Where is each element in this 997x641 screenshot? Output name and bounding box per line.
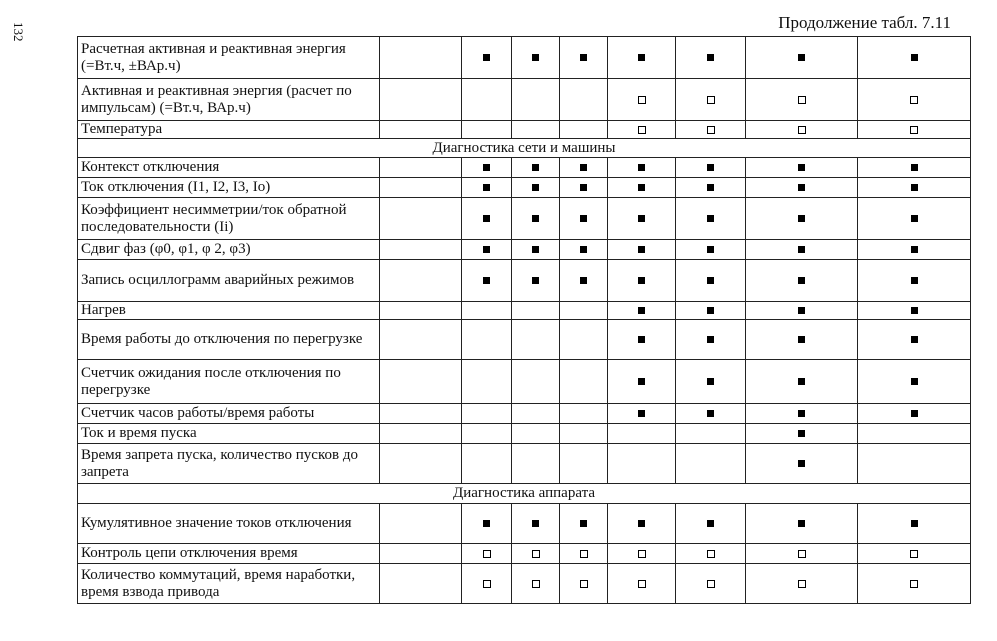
function-label: Контроль цепи отключения время — [78, 544, 380, 564]
availability-cell — [560, 37, 608, 79]
filled-square-icon — [911, 184, 918, 191]
availability-cell — [858, 121, 971, 139]
filled-square-icon — [638, 277, 645, 284]
availability-cell — [608, 240, 676, 260]
filled-square-icon — [911, 307, 918, 314]
filled-square-icon — [638, 54, 645, 61]
empty-square-icon — [532, 580, 540, 588]
availability-cell — [512, 444, 560, 484]
availability-cell — [380, 424, 462, 444]
empty-square-icon — [798, 550, 806, 558]
empty-square-icon — [910, 550, 918, 558]
availability-cell — [676, 424, 746, 444]
availability-cell — [512, 260, 560, 302]
filled-square-icon — [911, 54, 918, 61]
function-label: Коэффициент несимметрии/ток обратной последовательности (Ii) — [78, 198, 380, 240]
filled-square-icon — [911, 277, 918, 284]
availability-cell — [858, 360, 971, 404]
availability-cell — [746, 424, 858, 444]
availability-cell — [512, 360, 560, 404]
function-table — [77, 36, 971, 604]
table-row — [78, 444, 971, 484]
empty-square-icon — [638, 126, 646, 134]
empty-square-icon — [483, 580, 491, 588]
filled-square-icon — [483, 184, 490, 191]
availability-cell — [858, 564, 971, 604]
filled-square-icon — [532, 520, 539, 527]
availability-cell — [858, 544, 971, 564]
filled-square-icon — [532, 54, 539, 61]
availability-cell — [380, 121, 462, 139]
availability-cell — [746, 37, 858, 79]
availability-cell — [462, 302, 512, 320]
filled-square-icon — [580, 520, 587, 527]
availability-cell — [512, 564, 560, 604]
availability-cell — [608, 198, 676, 240]
section-title: Диагностика аппарата — [78, 484, 971, 504]
availability-cell — [462, 158, 512, 178]
availability-cell — [462, 404, 512, 424]
filled-square-icon — [798, 54, 805, 61]
filled-square-icon — [798, 184, 805, 191]
availability-cell — [512, 240, 560, 260]
empty-square-icon — [638, 96, 646, 104]
function-label: Запись осциллограмм аварийных режимов — [78, 260, 380, 302]
filled-square-icon — [707, 378, 714, 385]
availability-cell — [608, 404, 676, 424]
availability-cell — [676, 360, 746, 404]
availability-cell — [676, 37, 746, 79]
availability-cell — [676, 504, 746, 544]
availability-cell — [462, 444, 512, 484]
availability-cell — [676, 544, 746, 564]
filled-square-icon — [638, 246, 645, 253]
empty-square-icon — [532, 550, 540, 558]
function-label: Счетчик ожидания после отключения по перегрузке — [78, 360, 380, 404]
availability-cell — [560, 504, 608, 544]
availability-cell — [560, 121, 608, 139]
availability-cell — [608, 544, 676, 564]
filled-square-icon — [638, 184, 645, 191]
availability-cell — [676, 158, 746, 178]
filled-square-icon — [638, 378, 645, 385]
availability-cell — [380, 564, 462, 604]
availability-cell — [608, 121, 676, 139]
function-label: Время запрета пуска, количество пусков до запрета — [78, 444, 380, 484]
filled-square-icon — [580, 215, 587, 222]
availability-cell — [746, 178, 858, 198]
availability-cell — [746, 198, 858, 240]
filled-square-icon — [483, 277, 490, 284]
availability-cell — [512, 37, 560, 79]
empty-square-icon — [910, 126, 918, 134]
empty-square-icon — [798, 580, 806, 588]
availability-cell — [746, 260, 858, 302]
filled-square-icon — [638, 164, 645, 171]
filled-square-icon — [580, 184, 587, 191]
filled-square-icon — [580, 164, 587, 171]
availability-cell — [462, 260, 512, 302]
filled-square-icon — [580, 246, 587, 253]
empty-square-icon — [798, 96, 806, 104]
availability-cell — [858, 404, 971, 424]
availability-cell — [462, 424, 512, 444]
filled-square-icon — [798, 246, 805, 253]
availability-cell — [462, 320, 512, 360]
availability-cell — [380, 178, 462, 198]
availability-cell — [380, 79, 462, 121]
availability-cell — [380, 404, 462, 424]
filled-square-icon — [638, 215, 645, 222]
availability-cell — [512, 544, 560, 564]
filled-square-icon — [580, 54, 587, 61]
availability-cell — [512, 79, 560, 121]
filled-square-icon — [532, 164, 539, 171]
availability-cell — [676, 320, 746, 360]
filled-square-icon — [483, 246, 490, 253]
availability-cell — [462, 360, 512, 404]
availability-cell — [746, 79, 858, 121]
section-title: Диагностика сети и машины — [78, 139, 971, 158]
availability-cell — [676, 302, 746, 320]
availability-cell — [560, 178, 608, 198]
availability-cell — [462, 198, 512, 240]
availability-cell — [676, 240, 746, 260]
empty-square-icon — [638, 580, 646, 588]
filled-square-icon — [798, 336, 805, 343]
function-label: Расчетная активная и реактивная энергия (=Вт.ч, ±ВАр.ч) — [78, 37, 380, 79]
availability-cell — [676, 404, 746, 424]
availability-cell — [380, 302, 462, 320]
availability-cell — [858, 37, 971, 79]
table-row — [78, 79, 971, 121]
availability-cell — [512, 320, 560, 360]
filled-square-icon — [707, 307, 714, 314]
filled-square-icon — [707, 246, 714, 253]
availability-cell — [608, 158, 676, 178]
availability-cell — [560, 444, 608, 484]
availability-cell — [746, 121, 858, 139]
filled-square-icon — [911, 215, 918, 222]
availability-cell — [462, 79, 512, 121]
availability-cell — [512, 178, 560, 198]
availability-cell — [462, 544, 512, 564]
table-row — [78, 178, 971, 198]
function-label: Количество коммутаций, время наработки, время взвода привода — [78, 564, 380, 604]
section-header-row — [78, 484, 971, 504]
filled-square-icon — [798, 410, 805, 417]
table-row — [78, 564, 971, 604]
availability-cell — [746, 564, 858, 604]
function-label: Время работы до отключения по перегрузке — [78, 320, 380, 360]
filled-square-icon — [532, 184, 539, 191]
function-label: Ток отключения (I1, I2, I3, Io) — [78, 178, 380, 198]
availability-cell — [858, 260, 971, 302]
availability-cell — [746, 320, 858, 360]
availability-cell — [462, 37, 512, 79]
filled-square-icon — [798, 277, 805, 284]
availability-cell — [380, 320, 462, 360]
filled-square-icon — [532, 215, 539, 222]
filled-square-icon — [483, 215, 490, 222]
table-row — [78, 37, 971, 79]
table-row — [78, 158, 971, 178]
table-row — [78, 320, 971, 360]
availability-cell — [608, 302, 676, 320]
filled-square-icon — [798, 460, 805, 467]
function-label: Сдвиг фаз (φ0, φ1, φ 2, φ3) — [78, 240, 380, 260]
availability-cell — [858, 178, 971, 198]
availability-cell — [512, 404, 560, 424]
function-label: Кумулятивное значение токов отключения — [78, 504, 380, 544]
filled-square-icon — [580, 277, 587, 284]
function-label: Счетчик часов работы/время работы — [78, 404, 380, 424]
filled-square-icon — [707, 336, 714, 343]
filled-square-icon — [483, 520, 490, 527]
empty-square-icon — [707, 550, 715, 558]
availability-cell — [380, 260, 462, 302]
function-label: Температура — [78, 121, 380, 139]
table-row — [78, 260, 971, 302]
availability-cell — [462, 240, 512, 260]
availability-cell — [858, 504, 971, 544]
empty-square-icon — [910, 580, 918, 588]
filled-square-icon — [638, 520, 645, 527]
availability-cell — [608, 79, 676, 121]
availability-cell — [560, 320, 608, 360]
availability-cell — [560, 158, 608, 178]
availability-cell — [858, 320, 971, 360]
filled-square-icon — [911, 520, 918, 527]
availability-cell — [380, 444, 462, 484]
table-row — [78, 360, 971, 404]
availability-cell — [608, 360, 676, 404]
availability-cell — [560, 198, 608, 240]
filled-square-icon — [798, 378, 805, 385]
empty-square-icon — [798, 126, 806, 134]
availability-cell — [380, 198, 462, 240]
availability-cell — [858, 302, 971, 320]
availability-cell — [560, 564, 608, 604]
availability-cell — [462, 121, 512, 139]
availability-cell — [608, 178, 676, 198]
filled-square-icon — [707, 184, 714, 191]
availability-cell — [858, 444, 971, 484]
availability-cell — [858, 240, 971, 260]
availability-cell — [608, 260, 676, 302]
availability-cell — [380, 240, 462, 260]
availability-cell — [608, 444, 676, 484]
availability-cell — [512, 158, 560, 178]
filled-square-icon — [707, 215, 714, 222]
availability-cell — [858, 424, 971, 444]
empty-square-icon — [707, 96, 715, 104]
section-header-row — [78, 139, 971, 158]
table-row — [78, 544, 971, 564]
availability-cell — [676, 178, 746, 198]
availability-cell — [560, 360, 608, 404]
filled-square-icon — [638, 336, 645, 343]
filled-square-icon — [483, 164, 490, 171]
filled-square-icon — [798, 430, 805, 437]
availability-cell — [462, 178, 512, 198]
table-row — [78, 404, 971, 424]
availability-cell — [676, 121, 746, 139]
empty-square-icon — [707, 580, 715, 588]
availability-cell — [746, 302, 858, 320]
table-row — [78, 240, 971, 260]
filled-square-icon — [638, 307, 645, 314]
filled-square-icon — [911, 378, 918, 385]
function-label: Нагрев — [78, 302, 380, 320]
table-row — [78, 504, 971, 544]
filled-square-icon — [532, 277, 539, 284]
availability-cell — [746, 360, 858, 404]
function-label: Активная и реактивная энергия (расчет по импульсам) (=Вт.ч, ВАр.ч) — [78, 79, 380, 121]
empty-square-icon — [483, 550, 491, 558]
filled-square-icon — [798, 307, 805, 314]
availability-cell — [608, 37, 676, 79]
availability-cell — [746, 544, 858, 564]
availability-cell — [608, 504, 676, 544]
empty-square-icon — [910, 96, 918, 104]
filled-square-icon — [707, 164, 714, 171]
availability-cell — [462, 504, 512, 544]
empty-square-icon — [638, 550, 646, 558]
availability-cell — [380, 544, 462, 564]
filled-square-icon — [911, 410, 918, 417]
availability-cell — [560, 260, 608, 302]
availability-cell — [560, 544, 608, 564]
table-row — [78, 424, 971, 444]
availability-cell — [858, 79, 971, 121]
availability-cell — [560, 79, 608, 121]
availability-cell — [512, 198, 560, 240]
availability-cell — [676, 198, 746, 240]
filled-square-icon — [707, 54, 714, 61]
filled-square-icon — [707, 277, 714, 284]
availability-cell — [512, 302, 560, 320]
filled-square-icon — [483, 54, 490, 61]
availability-cell — [858, 158, 971, 178]
page-number: 132 — [11, 22, 26, 42]
filled-square-icon — [798, 215, 805, 222]
function-label: Контекст отключения — [78, 158, 380, 178]
filled-square-icon — [707, 520, 714, 527]
availability-cell — [380, 360, 462, 404]
filled-square-icon — [798, 164, 805, 171]
availability-cell — [560, 240, 608, 260]
function-label: Ток и время пуска — [78, 424, 380, 444]
table-continuation-caption: Продолжение табл. 7.11 — [778, 13, 951, 32]
availability-cell — [676, 564, 746, 604]
availability-cell — [560, 404, 608, 424]
availability-cell — [512, 504, 560, 544]
filled-square-icon — [707, 410, 714, 417]
availability-cell — [608, 320, 676, 360]
availability-cell — [676, 260, 746, 302]
empty-square-icon — [580, 550, 588, 558]
table-row — [78, 121, 971, 139]
filled-square-icon — [911, 164, 918, 171]
filled-square-icon — [911, 336, 918, 343]
availability-cell — [676, 444, 746, 484]
availability-cell — [512, 424, 560, 444]
availability-cell — [746, 504, 858, 544]
table-row — [78, 302, 971, 320]
empty-square-icon — [707, 126, 715, 134]
availability-cell — [560, 302, 608, 320]
filled-square-icon — [638, 410, 645, 417]
empty-square-icon — [580, 580, 588, 588]
availability-cell — [462, 564, 512, 604]
availability-cell — [380, 504, 462, 544]
filled-square-icon — [798, 520, 805, 527]
availability-cell — [858, 198, 971, 240]
availability-cell — [608, 564, 676, 604]
filled-square-icon — [911, 246, 918, 253]
availability-cell — [560, 424, 608, 444]
availability-cell — [746, 158, 858, 178]
availability-cell — [676, 79, 746, 121]
availability-cell — [380, 37, 462, 79]
availability-cell — [746, 240, 858, 260]
filled-square-icon — [532, 246, 539, 253]
availability-cell — [608, 424, 676, 444]
availability-cell — [380, 158, 462, 178]
availability-cell — [512, 121, 560, 139]
table-row — [78, 198, 971, 240]
availability-cell — [746, 404, 858, 424]
availability-cell — [746, 444, 858, 484]
